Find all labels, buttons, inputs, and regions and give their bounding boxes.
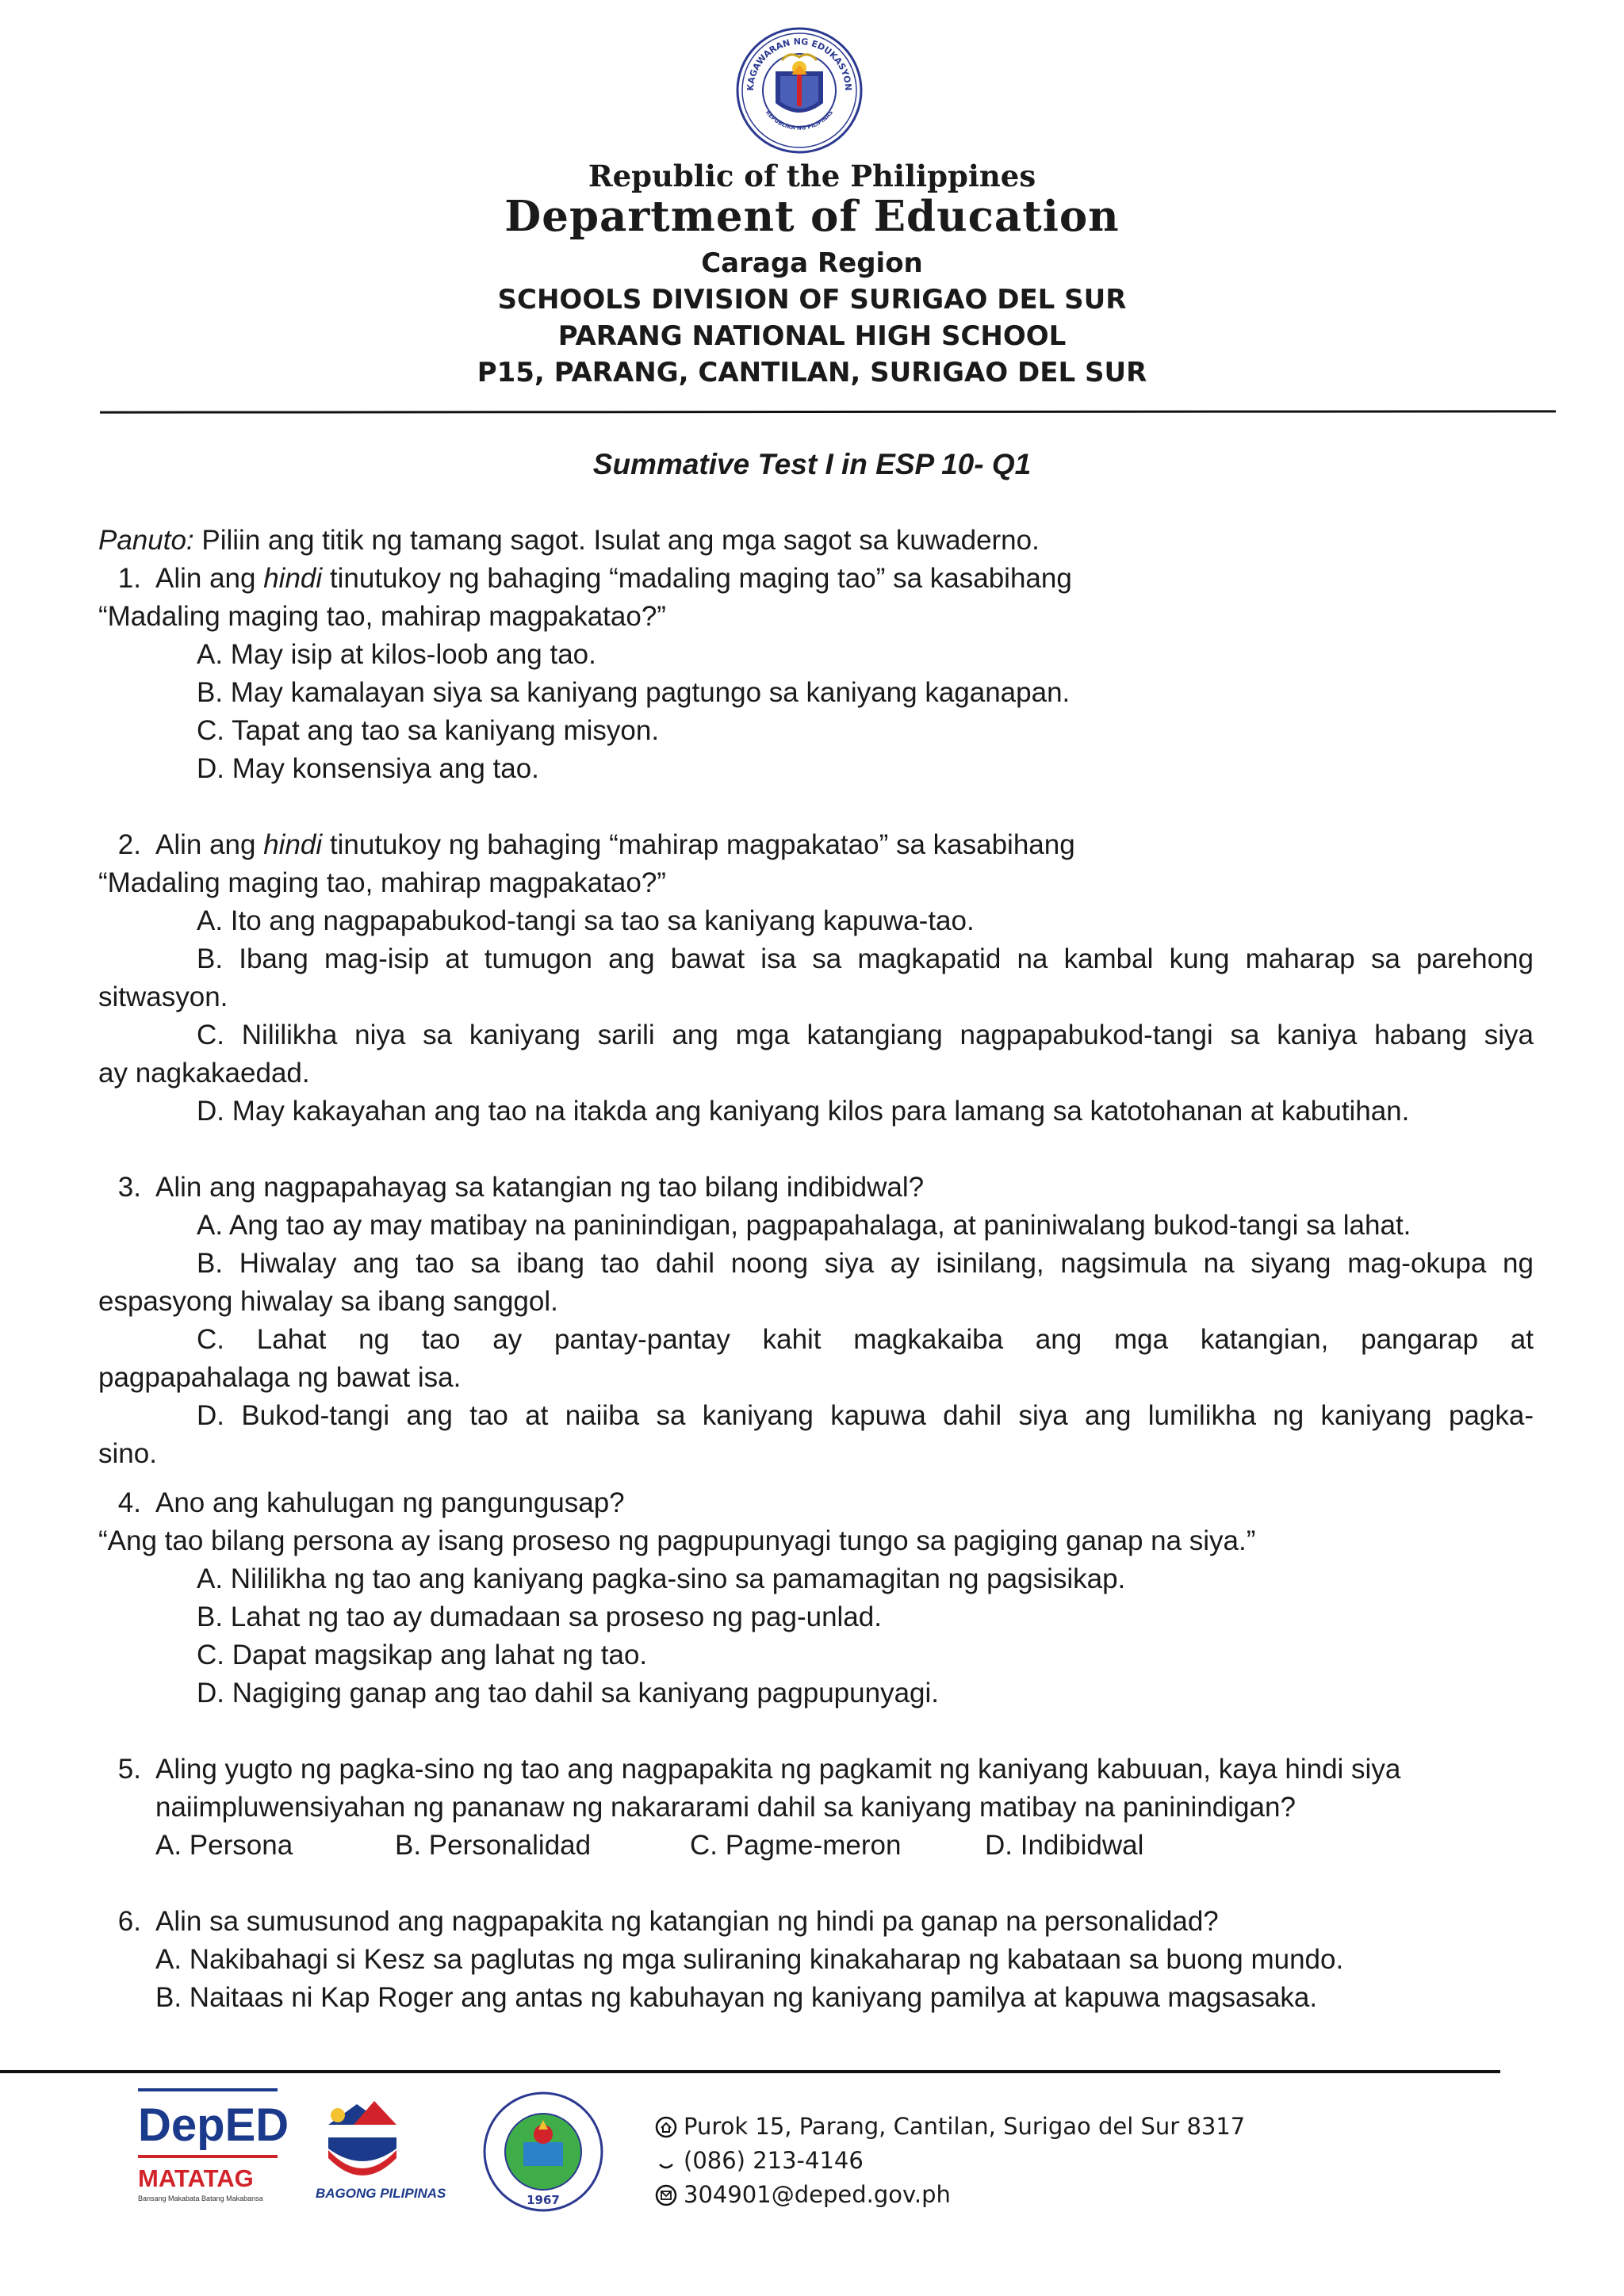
deped-logo-text: DepED xyxy=(138,2099,289,2151)
choice: A. Nakibahagi si Kesz sa paglutas ng mga suliraning kinakaharap ng kabataan sa buong mundo. xyxy=(155,1944,1344,1975)
matatag-tagline: Bansang Makabata Batang Makabansa xyxy=(138,2195,263,2202)
question-5: 5. Aling yugto ng pagka-sino ng tao ang nagpapakita ng pagkamit ng kaniyang kabuuan, kaya hindi siya xyxy=(98,1751,1534,1789)
choice: B. Lahat ng tao ay dumadaan sa proseso ng pag-unlad. xyxy=(197,1601,882,1632)
question-number: 6. xyxy=(117,1906,141,1937)
header-divider xyxy=(100,410,1556,413)
choice: C. Pagme-meron xyxy=(690,1830,902,1861)
choice: C. Nililikha niya sa kaniyang sarili ang mga katangiang nagpapabukod-tangi sa kaniya habang siya xyxy=(197,1020,1534,1050)
test-title: Summative Test I in ESP 10- Q1 xyxy=(592,448,1032,480)
question-4: 4. Ano ang kahulugan ng pangungusap? xyxy=(98,1484,1534,1522)
seal-text-top: KAGAWARAN NG EDUKASYON xyxy=(745,36,854,91)
bagong-pilipinas-logo xyxy=(316,2101,446,2201)
choice-continuation: sitwasyon. xyxy=(98,982,228,1012)
footer-logos xyxy=(135,2085,690,2244)
region-heading: Caraga Region xyxy=(701,247,923,279)
matatag-text: MATATAG xyxy=(138,2164,254,2192)
question-5-continuation: naiimpluwensiyahan ng pananaw ng nakararami dahil sa kaniyang matibay na paninindigan? xyxy=(155,1792,1296,1823)
choice-continuation: espasyong hiwalay sa ibang sanggol. xyxy=(98,1286,558,1317)
school-seal-logo xyxy=(485,2093,602,2210)
department-heading: Department of Education xyxy=(504,192,1120,241)
footer-divider xyxy=(0,2070,1500,2073)
choice: A. May isip at kilos-loob ang tao. xyxy=(197,639,596,670)
choice-continuation: sino. xyxy=(98,1438,157,1469)
question-number: 2. xyxy=(117,829,141,860)
instruction-text: Piliin ang titik ng tamang sagot. Isulat ang mga sagot sa kuwaderno. xyxy=(193,525,1040,556)
test-content xyxy=(98,522,1534,2017)
question-2-quote: “Madaling maging tao, mahirap magpakatao?” xyxy=(98,867,666,898)
choice: D. Bukod-tangi ang tao at naiiba sa kaniyang kapuwa dahil siya ang lumilikha ng kaniyang pagka- xyxy=(197,1400,1534,1431)
question-2: 2. Alin ang hindi tinutukoy ng bahaging “mahirap magpakatao” sa kasabihang xyxy=(98,826,1534,864)
choice: D. Indibidwal xyxy=(985,1830,1144,1861)
bagong-pilipinas-text: BAGONG PILIPINAS xyxy=(316,2186,446,2201)
question-1: 1. Alin ang hindi tinutukoy ng bahaging “madaling maging tao” sa kasabihang xyxy=(98,560,1534,598)
question-6: 6. Alin sa sumusunod ang nagpapakita ng katangian ng hindi pa ganap na personalidad? xyxy=(98,1903,1534,1941)
footer-contact xyxy=(655,2110,1245,2212)
contact-address: Purok 15, Parang, Cantilan, Surigao del Sur 8317 xyxy=(684,2113,1246,2140)
question-3: 3. Alin ang nagpapahayag sa katangian ng tao bilang indibidwal? xyxy=(98,1169,1534,1207)
instructions xyxy=(98,522,1534,560)
question-number: 1. xyxy=(117,563,141,594)
contact-phone-row xyxy=(655,2144,1245,2178)
choice: C. Tapat ang tao sa kaniyang misyon. xyxy=(197,715,660,746)
choice: A. Ito ang nagpapabukod-tangi sa tao sa kaniyang kapuwa-tao. xyxy=(197,905,975,936)
instruction-label: Panuto: xyxy=(98,525,194,556)
choice: D. May kakayahan ang tao na itakda ang kaniyang kilos para lamang sa katotohanan at kabutihan. xyxy=(197,1096,1410,1127)
choice: C. Dapat magsikap ang lahat ng tao. xyxy=(197,1640,648,1670)
contact-email: 304901@deped.gov.ph xyxy=(684,2181,951,2208)
choice: A. Nililikha ng tao ang kaniyang pagka-sino sa pamamagitan ng pagsisikap. xyxy=(197,1563,1126,1594)
choice-continuation: ay nagkakaedad. xyxy=(98,1058,310,1089)
question-4-quote: “Ang tao bilang persona ay isang proseso ng pagpupunyagi tungo sa pagiging ganap na siya.” xyxy=(98,1525,1256,1556)
question-number: 5. xyxy=(117,1754,141,1785)
choice: C. Lahat ng tao ay pantay-pantay kahit magkakaiba ang mga katangian, pangarap at xyxy=(197,1324,1534,1355)
choice-continuation: pagpapahalaga ng bawat isa. xyxy=(98,1362,462,1393)
question-1-quote: “Madaling maging tao, mahirap magpakatao?” xyxy=(98,601,666,632)
school-heading: PARANG NATIONAL HIGH SCHOOL xyxy=(557,320,1067,352)
contact-email-row xyxy=(655,2178,1245,2212)
school-seal-year: 1967 xyxy=(527,2193,560,2207)
question-5-choices xyxy=(98,1827,1534,1865)
phone-icon xyxy=(655,2150,677,2172)
question-number: 3. xyxy=(117,1172,141,1203)
contact-phone: (086) 213-4146 xyxy=(684,2147,864,2174)
deped-matatag-logo xyxy=(138,2088,289,2202)
choice: B. Hiwalay ang tao sa ibang tao dahil noong siya ay isinilang, nagsimula na siyang mag-okupa ng xyxy=(197,1248,1534,1279)
choice: B. May kamalayan siya sa kaniyang pagtungo sa kaniyang kaganapan. xyxy=(197,677,1071,708)
home-icon xyxy=(655,2116,677,2138)
choice: B. Ibang mag-isip at tumugon ang bawat isa sa magkapatid na kambal kung maharap sa parehong xyxy=(197,943,1534,974)
school-address-heading: P15, PARANG, CANTILAN, SURIGAO DEL SUR xyxy=(477,357,1147,388)
contact-address-row xyxy=(655,2110,1245,2144)
choice: B. Personalidad xyxy=(395,1830,592,1861)
email-icon xyxy=(655,2184,677,2206)
question-number: 4. xyxy=(117,1487,141,1518)
seal-text-bottom: REPUBLIKA NG PILIPINAS xyxy=(764,109,835,132)
choice: D. May konsensiya ang tao. xyxy=(197,753,539,784)
republic-heading: Republic of the Philippines xyxy=(588,159,1036,193)
deped-seal-logo xyxy=(736,27,863,154)
choice: A. Ang tao ay may matibay na paninindigan, pagpapahalaga, at paniniwalang bukod-tangi sa lahat. xyxy=(197,1210,1411,1241)
choice: D. Nagiging ganap ang tao dahil sa kaniyang pagpupunyagi. xyxy=(197,1678,939,1709)
choice: B. Naitaas ni Kap Roger ang antas ng kabuhayan ng kaniyang pamilya at kapuwa magsasaka. xyxy=(155,1982,1318,2013)
division-heading: SCHOOLS DIVISION OF SURIGAO DEL SUR xyxy=(497,284,1127,316)
choice: A. Persona xyxy=(155,1830,293,1861)
